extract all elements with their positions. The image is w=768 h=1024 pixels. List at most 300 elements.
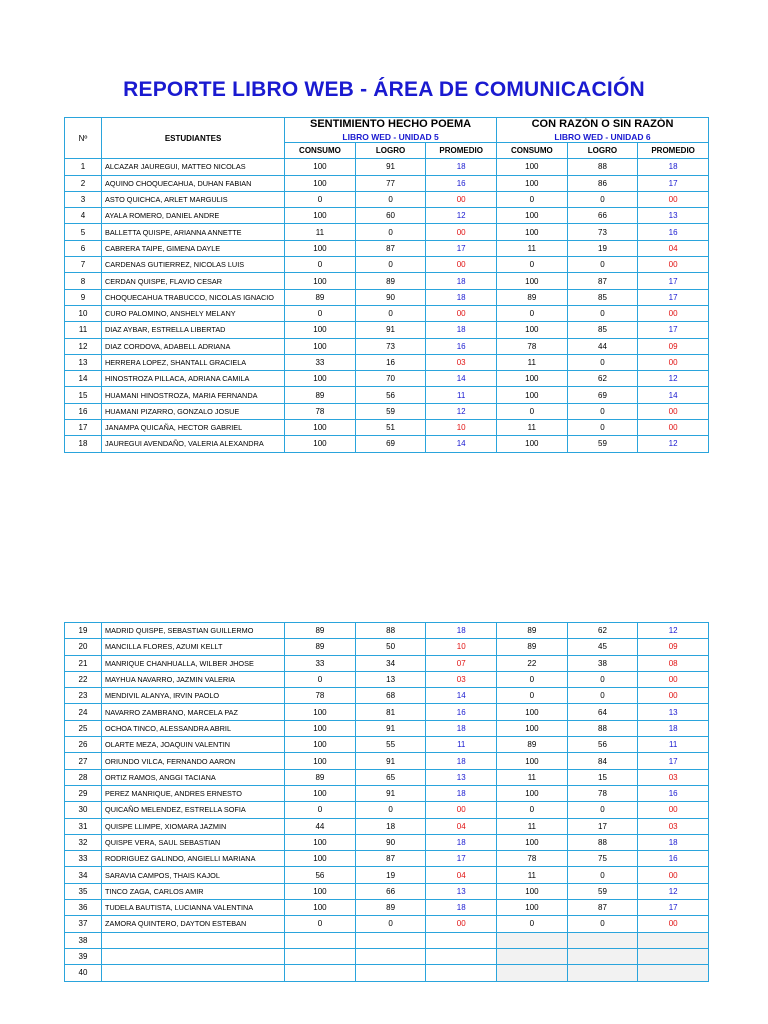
student-name: SARAVIA CAMPOS, THAIS KAJOL [102,867,285,883]
table-row [65,159,709,175]
unit6-subtitle: LIBRO WED - UNIDAD 6 [554,132,651,142]
logro-u5: 16 [355,354,426,370]
consumo-u5: 100 [285,436,356,452]
student-name: ZAMORA QUINTERO, DAYTON ESTEBAN [102,916,285,932]
promedio-u6: 12 [638,883,709,899]
consumo-u5: 100 [285,704,356,720]
table-row [65,322,709,338]
header-unit6 [497,118,709,143]
consumo-u5: 33 [285,655,356,671]
logro-u5 [355,948,426,964]
logro-u6: 86 [567,175,638,191]
promedio-u6: 04 [638,240,709,256]
promedio-u5: 07 [426,655,497,671]
consumo-u6: 78 [497,851,568,867]
promedio-u6: 18 [638,720,709,736]
logro-u6: 56 [567,737,638,753]
row-number: 7 [65,257,102,273]
consumo-u5 [285,965,356,981]
promedio-u6: 14 [638,387,709,403]
table-row [65,371,709,387]
promedio-u5: 00 [426,257,497,273]
consumo-u5: 0 [285,191,356,207]
student-name: ORTIZ RAMOS, ANGGI TACIANA [102,769,285,785]
student-name: QUICAÑO MELENDEZ, ESTRELLA SOFIA [102,802,285,818]
consumo-u5: 100 [285,420,356,436]
logro-u5: 0 [355,224,426,240]
table-row [65,354,709,370]
grades-table-bottom [64,622,709,982]
student-name: HUAMANI PIZARRO, GONZALO JOSUE [102,403,285,419]
consumo-u6: 0 [497,257,568,273]
col-logro-u6: LOGRO [567,143,638,159]
row-number: 35 [65,883,102,899]
consumo-u5: 0 [285,802,356,818]
table-row [65,224,709,240]
consumo-u5: 100 [285,371,356,387]
promedio-u6: 11 [638,737,709,753]
promedio-u6: 00 [638,257,709,273]
consumo-u5: 56 [285,867,356,883]
row-number: 19 [65,623,102,639]
promedio-u5 [426,948,497,964]
row-number: 23 [65,688,102,704]
promedio-u6: 17 [638,175,709,191]
consumo-u6 [497,948,568,964]
row-number: 2 [65,175,102,191]
consumo-u6: 0 [497,305,568,321]
row-number: 21 [65,655,102,671]
consumo-u6: 100 [497,387,568,403]
consumo-u6: 100 [497,720,568,736]
consumo-u6: 100 [497,834,568,850]
promedio-u6: 16 [638,785,709,801]
consumo-u5: 100 [285,900,356,916]
student-name: CURO PALOMINO, ANSHELY MELANY [102,305,285,321]
logro-u5 [355,965,426,981]
promedio-u6: 03 [638,818,709,834]
consumo-u6: 89 [497,623,568,639]
table-row [65,338,709,354]
consumo-u5: 100 [285,240,356,256]
row-number: 36 [65,900,102,916]
logro-u6: 0 [567,257,638,273]
logro-u6: 69 [567,387,638,403]
student-name: HUAMANI HINOSTROZA, MARIA FERNANDA [102,387,285,403]
promedio-u6: 00 [638,403,709,419]
promedio-u6: 13 [638,704,709,720]
consumo-u6: 100 [497,371,568,387]
promedio-u6: 18 [638,834,709,850]
col-consumo-u5: CONSUMO [285,143,356,159]
table-row [65,753,709,769]
student-name: QUISPE LLIMPE, XIOMARA JAZMIN [102,818,285,834]
consumo-u6: 0 [497,191,568,207]
header-number: Nº [65,118,102,159]
row-number: 25 [65,720,102,736]
logro-u5: 91 [355,753,426,769]
logro-u6: 75 [567,851,638,867]
promedio-u6: 18 [638,159,709,175]
logro-u6: 88 [567,159,638,175]
row-number: 26 [65,737,102,753]
consumo-u6: 100 [497,208,568,224]
consumo-u5: 100 [285,834,356,850]
unit6-title: CON RAZÓN O SIN RAZÓN [531,118,674,130]
consumo-u6: 11 [497,240,568,256]
row-number: 31 [65,818,102,834]
logro-u5: 60 [355,208,426,224]
consumo-u5: 89 [285,623,356,639]
promedio-u6: 00 [638,671,709,687]
consumo-u6: 100 [497,322,568,338]
promedio-u6: 00 [638,867,709,883]
table-row [65,802,709,818]
consumo-u6: 89 [497,737,568,753]
logro-u6 [567,948,638,964]
consumo-u6: 0 [497,688,568,704]
logro-u5: 34 [355,655,426,671]
logro-u6: 0 [567,403,638,419]
consumo-u6: 0 [497,802,568,818]
promedio-u6: 00 [638,802,709,818]
row-number: 15 [65,387,102,403]
row-number: 33 [65,851,102,867]
logro-u5: 59 [355,403,426,419]
promedio-u5: 16 [426,704,497,720]
row-number: 4 [65,208,102,224]
student-name: CABRERA TAIPE, GIMENA DAYLE [102,240,285,256]
table-row [65,623,709,639]
promedio-u6: 00 [638,191,709,207]
row-number: 24 [65,704,102,720]
consumo-u5: 78 [285,688,356,704]
logro-u6: 87 [567,273,638,289]
table-body-bottom [65,623,709,982]
table-body-top [65,159,709,452]
promedio-u6: 17 [638,273,709,289]
promedio-u5 [426,965,497,981]
promedio-u5 [426,932,497,948]
table-row [65,191,709,207]
logro-u6: 45 [567,639,638,655]
logro-u5: 55 [355,737,426,753]
consumo-u5: 0 [285,257,356,273]
promedio-u6: 17 [638,289,709,305]
grades-table-top [64,117,709,453]
promedio-u6: 00 [638,305,709,321]
promedio-u6: 09 [638,338,709,354]
student-name [102,948,285,964]
promedio-u5: 18 [426,322,497,338]
table-row [65,851,709,867]
promedio-u5: 18 [426,834,497,850]
consumo-u5 [285,948,356,964]
logro-u6: 0 [567,688,638,704]
logro-u6: 0 [567,420,638,436]
logro-u5: 65 [355,769,426,785]
logro-u5: 91 [355,785,426,801]
promedio-u6: 17 [638,322,709,338]
consumo-u5: 100 [285,175,356,191]
consumo-u5: 100 [285,785,356,801]
student-name [102,932,285,948]
logro-u6 [567,965,638,981]
table-row [65,688,709,704]
student-name: MADRID QUISPE, SEBASTIAN GUILLERMO [102,623,285,639]
logro-u5: 73 [355,338,426,354]
promedio-u5: 11 [426,387,497,403]
consumo-u6: 100 [497,436,568,452]
logro-u5: 91 [355,159,426,175]
promedio-u6: 00 [638,916,709,932]
row-number: 34 [65,867,102,883]
row-number: 16 [65,403,102,419]
consumo-u6: 0 [497,916,568,932]
logro-u6: 59 [567,883,638,899]
promedio-u5: 00 [426,916,497,932]
logro-u5: 87 [355,851,426,867]
row-number: 14 [65,371,102,387]
logro-u6: 0 [567,305,638,321]
logro-u5: 50 [355,639,426,655]
logro-u5: 0 [355,257,426,273]
row-number: 10 [65,305,102,321]
promedio-u6: 16 [638,851,709,867]
logro-u6: 62 [567,371,638,387]
student-name [102,965,285,981]
table-row [65,720,709,736]
table-row [65,208,709,224]
student-name: BALLETTA QUISPE, ARIANNA ANNETTE [102,224,285,240]
logro-u5: 88 [355,623,426,639]
promedio-u6: 12 [638,371,709,387]
promedio-u5: 18 [426,785,497,801]
consumo-u6: 78 [497,338,568,354]
table-row [65,273,709,289]
col-promedio-u5: PROMEDIO [426,143,497,159]
consumo-u5: 89 [285,639,356,655]
consumo-u5: 33 [285,354,356,370]
consumo-u5: 78 [285,403,356,419]
consumo-u6: 100 [497,704,568,720]
row-number: 39 [65,948,102,964]
promedio-u5: 18 [426,753,497,769]
col-promedio-u6: PROMEDIO [638,143,709,159]
table-row [65,916,709,932]
logro-u5: 90 [355,289,426,305]
col-logro-u5: LOGRO [355,143,426,159]
row-number: 5 [65,224,102,240]
logro-u5: 68 [355,688,426,704]
row-number: 20 [65,639,102,655]
consumo-u6: 100 [497,175,568,191]
promedio-u6: 17 [638,900,709,916]
student-name: CHOQUECAHUA TRABUCCO, NICOLAS IGNACIO [102,289,285,305]
student-name: CERDAN QUISPE, FLAVIO CESAR [102,273,285,289]
table-row [65,818,709,834]
consumo-u5 [285,932,356,948]
consumo-u5: 100 [285,338,356,354]
promedio-u5: 18 [426,720,497,736]
student-name: RODRIGUEZ GALINDO, ANGIELLI MARIANA [102,851,285,867]
row-number: 29 [65,785,102,801]
consumo-u5: 44 [285,818,356,834]
promedio-u5: 13 [426,883,497,899]
student-name: AQUINO CHOQUECAHUA, DUHAN FABIAN [102,175,285,191]
row-number: 9 [65,289,102,305]
logro-u5: 90 [355,834,426,850]
consumo-u6: 100 [497,273,568,289]
row-number: 38 [65,932,102,948]
consumo-u6: 11 [497,818,568,834]
row-number: 1 [65,159,102,175]
consumo-u6: 100 [497,785,568,801]
consumo-u5: 100 [285,208,356,224]
logro-u5: 77 [355,175,426,191]
student-name: PEREZ MANRIQUE, ANDRES ERNESTO [102,785,285,801]
promedio-u6: 08 [638,655,709,671]
row-number: 3 [65,191,102,207]
logro-u5: 69 [355,436,426,452]
consumo-u6: 100 [497,753,568,769]
consumo-u5: 89 [285,387,356,403]
row-number: 17 [65,420,102,436]
student-name: NAVARRO ZAMBRANO, MARCELA PAZ [102,704,285,720]
logro-u5: 0 [355,916,426,932]
consumo-u6 [497,965,568,981]
consumo-u5: 100 [285,737,356,753]
student-name: MENDIVIL ALANYA, IRVIN PAOLO [102,688,285,704]
logro-u6: 17 [567,818,638,834]
consumo-u6: 100 [497,900,568,916]
logro-u5: 87 [355,240,426,256]
logro-u5: 19 [355,867,426,883]
promedio-u5: 12 [426,403,497,419]
row-number: 32 [65,834,102,850]
logro-u6: 0 [567,354,638,370]
promedio-u5: 12 [426,208,497,224]
logro-u6: 88 [567,720,638,736]
logro-u5 [355,932,426,948]
student-name: OLARTE MEZA, JOAQUIN VALENTIN [102,737,285,753]
consumo-u5: 89 [285,289,356,305]
consumo-u6 [497,932,568,948]
promedio-u5: 17 [426,240,497,256]
logro-u6: 73 [567,224,638,240]
promedio-u5: 00 [426,802,497,818]
consumo-u5: 89 [285,769,356,785]
logro-u6 [567,932,638,948]
table-row [65,175,709,191]
table-row [65,289,709,305]
student-name: ASTO QUICHCA, ARLET MARGULIS [102,191,285,207]
student-name: MANCILLA FLORES, AZUMI KELLT [102,639,285,655]
logro-u5: 0 [355,191,426,207]
report-title: REPORTE LIBRO WEB - ÁREA DE COMUNICACIÓN [123,78,645,101]
promedio-u6: 09 [638,639,709,655]
row-number: 30 [65,802,102,818]
row-number: 8 [65,273,102,289]
consumo-u5: 11 [285,224,356,240]
table-row [65,305,709,321]
table-row [65,240,709,256]
promedio-u6: 03 [638,769,709,785]
logro-u5: 91 [355,322,426,338]
promedio-u5: 13 [426,769,497,785]
header-students: ESTUDIANTES [102,118,285,159]
logro-u5: 70 [355,371,426,387]
row-number: 13 [65,354,102,370]
consumo-u6: 100 [497,883,568,899]
table-row [65,655,709,671]
promedio-u5: 14 [426,688,497,704]
promedio-u6: 16 [638,224,709,240]
promedio-u5: 04 [426,818,497,834]
unit5-title: SENTIMIENTO HECHO POEMA [309,118,472,130]
consumo-u5: 100 [285,851,356,867]
student-name: JANAMPA QUICAÑA, HECTOR GABRIEL [102,420,285,436]
table-row [65,769,709,785]
student-name: HINOSTROZA PILLACA, ADRIANA CAMILA [102,371,285,387]
table-row [65,387,709,403]
logro-u5: 89 [355,273,426,289]
logro-u6: 15 [567,769,638,785]
table-row [65,900,709,916]
promedio-u6: 00 [638,354,709,370]
table-row [65,965,709,981]
consumo-u5: 0 [285,305,356,321]
student-name: OCHOA TINCO, ALESSANDRA ABRIL [102,720,285,736]
col-consumo-u6: CONSUMO [497,143,568,159]
consumo-u6: 100 [497,159,568,175]
promedio-u5: 10 [426,639,497,655]
consumo-u6: 100 [497,224,568,240]
table-row [65,834,709,850]
row-number: 37 [65,916,102,932]
consumo-u5: 0 [285,916,356,932]
row-number: 11 [65,322,102,338]
promedio-u6: 17 [638,753,709,769]
promedio-u6: 12 [638,623,709,639]
row-number: 28 [65,769,102,785]
consumo-u6: 0 [497,671,568,687]
promedio-u6 [638,948,709,964]
logro-u5: 91 [355,720,426,736]
consumo-u6: 0 [497,403,568,419]
consumo-u6: 11 [497,769,568,785]
promedio-u5: 16 [426,338,497,354]
promedio-u5: 16 [426,175,497,191]
promedio-u5: 00 [426,305,497,321]
promedio-u5: 14 [426,436,497,452]
consumo-u5: 0 [285,671,356,687]
promedio-u5: 14 [426,371,497,387]
consumo-u6: 89 [497,639,568,655]
unit5-subtitle: LIBRO WED - UNIDAD 5 [342,132,439,142]
consumo-u5: 100 [285,720,356,736]
row-number: 22 [65,671,102,687]
logro-u5: 13 [355,671,426,687]
logro-u5: 0 [355,802,426,818]
table-row [65,671,709,687]
student-name: TUDELA BAUTISTA, LUCIANNA VALENTINA [102,900,285,916]
logro-u6: 0 [567,867,638,883]
student-name: MANRIQUE CHANHUALLA, WILBER JHOSE [102,655,285,671]
consumo-u6: 11 [497,420,568,436]
student-name: JAUREGUI AVENDAÑO, VALERIA ALEXANDRA [102,436,285,452]
student-name: DIAZ CORDOVA, ADABELL ADRIANA [102,338,285,354]
